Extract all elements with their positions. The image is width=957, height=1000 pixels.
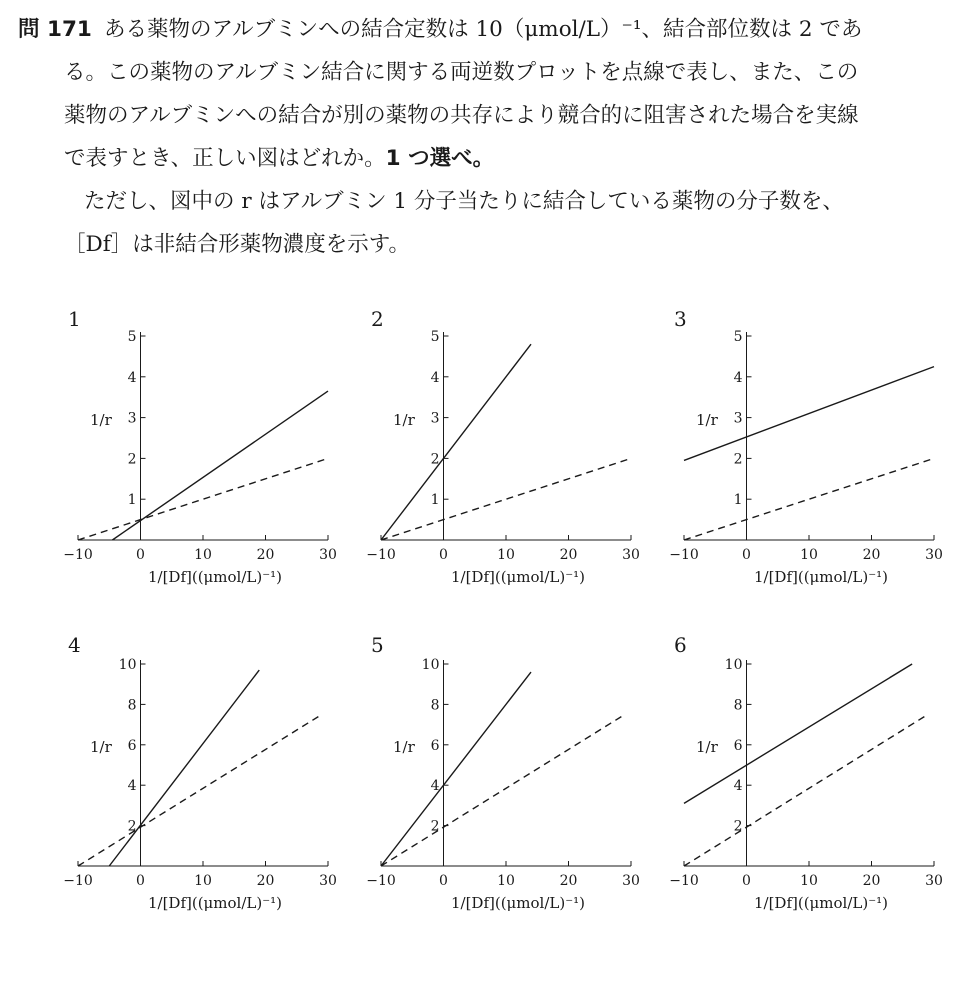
x-tick-label: 0: [439, 873, 448, 889]
y-tick-label: 2: [430, 451, 440, 468]
x-tick-label: 20: [559, 873, 578, 889]
x-tick-label: −10: [366, 873, 396, 889]
dashed-series-line: [78, 458, 328, 540]
y-axis-label: 1/r: [90, 411, 112, 429]
y-tick-label: 2: [430, 818, 440, 835]
dashed-series-line: [684, 715, 928, 867]
chart-panel-4: [63, 633, 337, 912]
question-number: 問 171: [18, 17, 92, 42]
x-axis-label: 1/[Df]((μmol/L)⁻¹): [147, 568, 283, 586]
y-tick-label: 8: [127, 697, 137, 714]
solid-series-line: [381, 672, 531, 866]
x-axis-label: 1/[Df]((μmol/L)⁻¹): [753, 568, 889, 586]
y-tick-label: 5: [733, 329, 743, 345]
dashed-series-line: [381, 458, 631, 540]
x-tick-label: 30: [319, 873, 337, 889]
x-tick-label: 10: [800, 547, 818, 563]
y-tick-label: 4: [430, 369, 440, 386]
y-tick-label: 2: [127, 818, 137, 835]
x-tick-label: 0: [136, 547, 145, 563]
x-tick-label: 30: [925, 547, 943, 563]
x-tick-label: 0: [439, 547, 448, 563]
y-tick-label: 4: [127, 369, 137, 386]
y-tick-label: 8: [733, 697, 743, 714]
y-tick-label: 3: [733, 410, 743, 427]
solid-series-line: [684, 664, 912, 803]
y-tick-label: 4: [733, 369, 743, 386]
x-tick-label: −10: [366, 547, 396, 563]
x-tick-label: 0: [136, 873, 145, 889]
x-axis-label: 1/[Df]((μmol/L)⁻¹): [753, 894, 889, 912]
chart-panel-6: [669, 633, 943, 912]
y-tick-label: 4: [733, 778, 743, 795]
y-tick-label: 10: [118, 657, 137, 673]
chart-panel-1: [63, 307, 337, 586]
question-instruction: 1 つ選べ。: [385, 146, 495, 171]
y-tick-label: 10: [724, 657, 743, 673]
x-tick-label: 20: [559, 547, 578, 563]
x-tick-label: −10: [63, 873, 93, 889]
y-tick-label: 2: [127, 451, 137, 468]
x-axis-label: 1/[Df]((μmol/L)⁻¹): [450, 894, 586, 912]
panel-number: 3: [674, 307, 687, 331]
panel-number: 1: [68, 307, 81, 331]
x-tick-label: −10: [63, 547, 93, 563]
y-tick-label: 3: [127, 410, 137, 427]
y-tick-label: 8: [430, 697, 440, 714]
x-tick-label: 0: [742, 547, 751, 563]
x-tick-label: 10: [497, 873, 515, 889]
y-tick-label: 1: [430, 492, 440, 509]
y-tick-label: 5: [127, 329, 137, 345]
panel-number: 2: [371, 307, 384, 331]
y-tick-label: 1: [733, 492, 743, 509]
y-axis-label: 1/r: [393, 738, 415, 756]
chart-panel-2: [366, 307, 640, 586]
question-line-6: ［Df］は非結合形薬物濃度を示す。: [64, 232, 410, 257]
x-tick-label: −10: [669, 547, 699, 563]
x-tick-label: 20: [256, 547, 275, 563]
y-tick-label: 6: [430, 737, 440, 754]
y-axis-label: 1/r: [393, 411, 415, 429]
solid-series-line: [684, 367, 934, 461]
x-tick-label: 30: [319, 547, 337, 563]
x-axis-label: 1/[Df]((μmol/L)⁻¹): [147, 894, 283, 912]
x-tick-label: 10: [194, 873, 212, 889]
y-axis-label: 1/r: [696, 738, 718, 756]
x-axis-label: 1/[Df]((μmol/L)⁻¹): [450, 568, 586, 586]
x-tick-label: 20: [862, 873, 881, 889]
y-tick-label: 4: [430, 778, 440, 795]
y-tick-label: 4: [127, 778, 137, 795]
x-tick-label: 30: [622, 873, 640, 889]
dashed-series-line: [381, 715, 625, 867]
question-line-3: 薬物のアルブミンへの結合が別の薬物の共存により競合的に阻害された場合を実線: [64, 103, 859, 128]
y-axis-label: 1/r: [696, 411, 718, 429]
question-line-2: る。この薬物のアルブミン結合に関する両逆数プロットを点線で表し、また、この: [64, 60, 859, 85]
y-tick-label: 5: [430, 329, 440, 345]
x-tick-label: 10: [800, 873, 818, 889]
y-tick-label: 2: [733, 818, 743, 835]
x-tick-label: 10: [194, 547, 212, 563]
chart-panel-3: [669, 307, 943, 586]
panel-number: 4: [68, 633, 81, 657]
x-tick-label: 20: [256, 873, 275, 889]
y-axis-label: 1/r: [90, 738, 112, 756]
x-tick-label: 0: [742, 873, 751, 889]
x-tick-label: 30: [925, 873, 943, 889]
question-text-4: で表すとき、正しい図はどれか。: [64, 146, 386, 171]
y-tick-label: 2: [733, 451, 743, 468]
dashed-series-line: [78, 715, 322, 867]
x-tick-label: 30: [622, 547, 640, 563]
panel-number: 5: [371, 633, 384, 657]
panel-number: 6: [674, 633, 687, 657]
dashed-series-line: [684, 458, 934, 540]
y-tick-label: 6: [733, 737, 743, 754]
y-tick-label: 1: [127, 492, 137, 509]
question-line-5: ただし、図中の r はアルブミン 1 分子当たりに結合している薬物の分子数を、: [84, 189, 844, 214]
chart-panel-5: [366, 633, 640, 912]
x-tick-label: 20: [862, 547, 881, 563]
y-tick-label: 3: [430, 410, 440, 427]
x-tick-label: 10: [497, 547, 515, 563]
y-tick-label: 6: [127, 737, 137, 754]
solid-series-line: [381, 344, 531, 540]
x-tick-label: −10: [669, 873, 699, 889]
solid-series-line: [112, 391, 328, 540]
question-text-1: ある薬物のアルブミンへの結合定数は 10（μmol/L）⁻¹、結合部位数は 2 であ: [104, 17, 863, 42]
y-tick-label: 10: [421, 657, 440, 673]
